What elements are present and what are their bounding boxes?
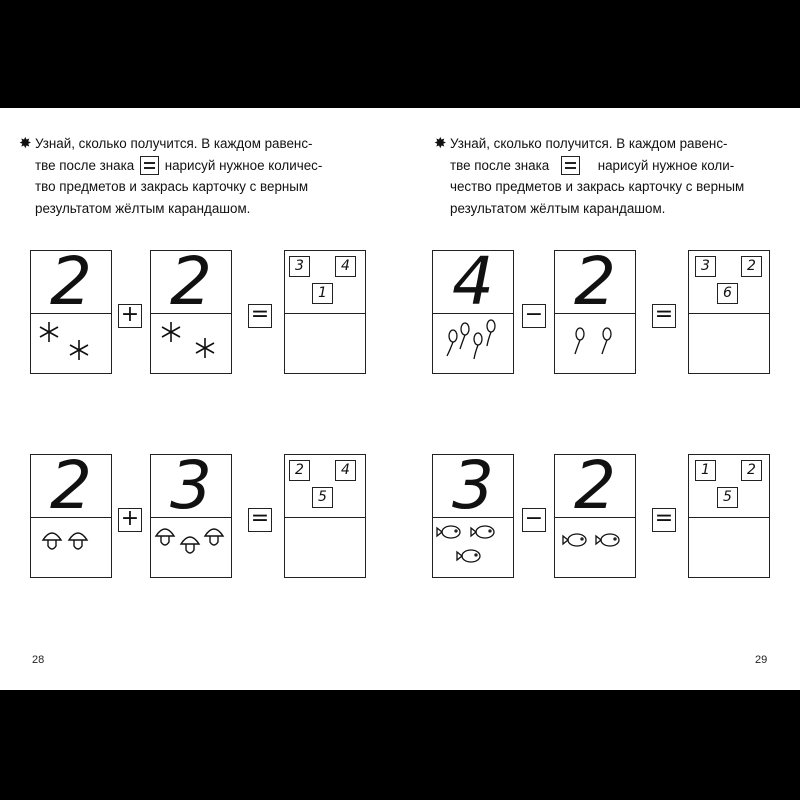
mushroom-icon [151, 518, 231, 578]
equals-sign: = [652, 304, 676, 328]
instruction-line: тво предметов и закрась карточку с верным [35, 179, 309, 194]
fish-icon [433, 518, 513, 578]
number-card [432, 243, 514, 374]
minus-sign: − [522, 304, 546, 328]
equals-sign: = [248, 508, 272, 532]
answer-option[interactable]: 5 [312, 487, 333, 508]
result-card[interactable] [284, 250, 366, 374]
answer-option[interactable]: 4 [335, 256, 356, 277]
instruction-line: Узнай, сколько получится. В каждом равенс- [35, 136, 313, 151]
answer-option[interactable]: 3 [695, 256, 716, 277]
number-card [554, 243, 636, 374]
card-digit: 4 [452, 243, 494, 320]
number-card [150, 243, 232, 374]
instruction-line: нарисуй нужное количес- [164, 157, 323, 173]
number-card [150, 447, 232, 578]
answer-option[interactable]: 2 [741, 460, 762, 481]
instruction-line: Узнай, сколько получится. В каждом равенс- [450, 136, 728, 151]
card-digit: 2 [574, 243, 616, 320]
instruction-line: результатом жёлтым карандашом. [450, 200, 666, 216]
page-number-left: 28 [32, 654, 45, 666]
answer-option[interactable]: 3 [289, 256, 310, 277]
plus-sign: + [118, 508, 142, 532]
equals-sign: = [248, 304, 272, 328]
answer-option[interactable]: 5 [717, 487, 738, 508]
card-digit: 3 [452, 447, 494, 524]
card-digit: 2 [170, 243, 212, 320]
instruction-right [434, 133, 790, 219]
bullet-star-icon: ✸ [19, 135, 32, 152]
answer-option[interactable]: 1 [695, 460, 716, 481]
bullet-star-icon: ✸ [434, 135, 447, 152]
number-card [30, 447, 112, 578]
result-card[interactable] [284, 454, 366, 578]
instruction-left [19, 133, 375, 219]
equals-sign-icon [140, 156, 159, 175]
asterisk-icon [31, 314, 111, 374]
card-digit: 2 [574, 447, 616, 524]
result-card[interactable] [688, 250, 770, 374]
card-digit: 3 [170, 447, 212, 524]
answer-option[interactable]: 2 [289, 460, 310, 481]
equals-sign: = [652, 508, 676, 532]
number-card [554, 447, 636, 578]
asterisk-icon [151, 314, 231, 374]
number-card [432, 447, 514, 578]
instruction-line: чество предметов и закрась карточку с верным [450, 179, 745, 194]
card-digit: 2 [50, 243, 92, 320]
answer-option[interactable]: 2 [741, 256, 762, 277]
mushroom-icon [31, 518, 111, 578]
instruction-line: результатом жёлтым карандашом. [35, 200, 251, 216]
page-number-right: 29 [755, 654, 768, 666]
instruction-line: тве после знака [450, 157, 550, 173]
answer-option[interactable]: 6 [717, 283, 738, 304]
instruction-line: тве после знака [35, 157, 135, 173]
equals-sign-icon [561, 156, 580, 175]
workbook-spread [0, 108, 800, 690]
balloon-icon [555, 314, 635, 374]
answer-option[interactable]: 1 [312, 283, 333, 304]
plus-sign: + [118, 304, 142, 328]
instruction-line: нарисуй нужное коли- [597, 157, 735, 173]
fish-icon [555, 518, 635, 578]
number-card [30, 243, 112, 374]
minus-sign: − [522, 508, 546, 532]
card-digit: 2 [50, 447, 92, 524]
result-card[interactable] [688, 454, 770, 578]
balloon-icon [433, 314, 513, 374]
answer-option[interactable]: 4 [335, 460, 356, 481]
